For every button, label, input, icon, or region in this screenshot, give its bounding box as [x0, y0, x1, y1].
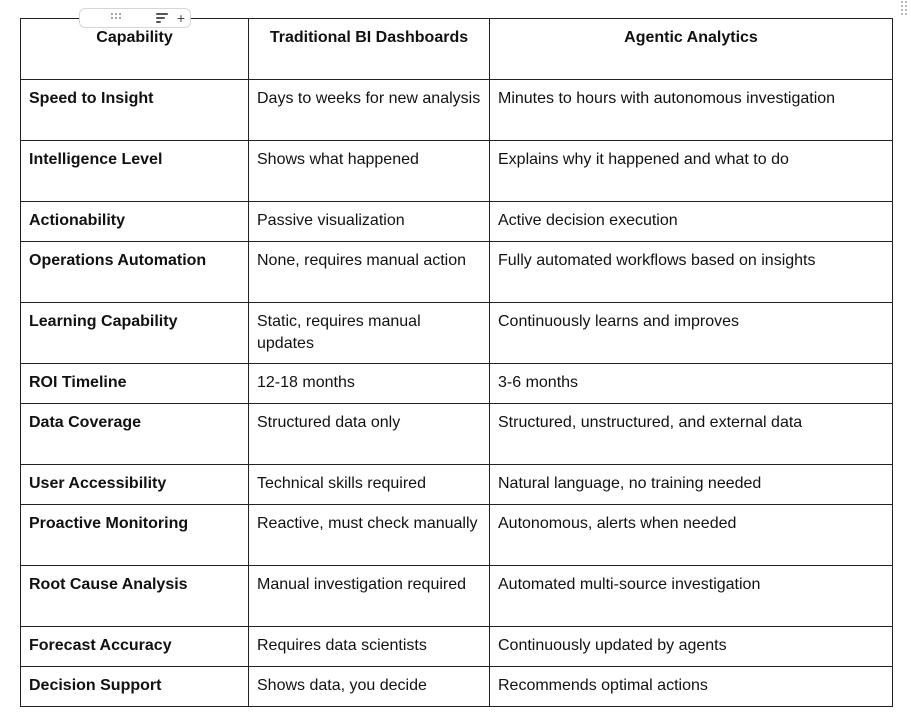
- agentic-cell[interactable]: Minutes to hours with autonomous investigation: [490, 80, 893, 141]
- traditional-cell[interactable]: Manual investigation required: [249, 566, 490, 627]
- traditional-cell[interactable]: Reactive, must check manually: [249, 505, 490, 566]
- table-row: [21, 364, 893, 404]
- table-row: [21, 202, 893, 242]
- table-row: [21, 404, 893, 465]
- table-row: [21, 242, 893, 303]
- traditional-cell[interactable]: 12-18 months: [249, 364, 490, 404]
- table-row: [21, 505, 893, 566]
- agentic-cell[interactable]: Continuously updated by agents: [490, 627, 893, 667]
- table-toolbar: [79, 8, 191, 28]
- table-row: [21, 80, 893, 141]
- comparison-table-container: [20, 18, 892, 707]
- table-row: [21, 465, 893, 505]
- capability-cell[interactable]: Root Cause Analysis: [21, 566, 249, 627]
- comparison-table: [20, 18, 893, 707]
- capability-cell[interactable]: Actionability: [21, 202, 249, 242]
- capability-cell[interactable]: Data Coverage: [21, 404, 249, 465]
- traditional-cell[interactable]: None, requires manual action: [249, 242, 490, 303]
- capability-cell[interactable]: Speed to Insight: [21, 80, 249, 141]
- traditional-cell[interactable]: Days to weeks for new analysis: [249, 80, 490, 141]
- capability-cell[interactable]: Operations Automation: [21, 242, 249, 303]
- agentic-cell[interactable]: Continuously learns and improves: [490, 303, 893, 364]
- agentic-cell[interactable]: Recommends optimal actions: [490, 667, 893, 707]
- agentic-cell[interactable]: Active decision execution: [490, 202, 893, 242]
- column-header-traditional-bi[interactable]: Traditional BI Dashboards: [249, 19, 490, 80]
- traditional-cell[interactable]: Structured data only: [249, 404, 490, 465]
- traditional-cell[interactable]: Shows what happened: [249, 141, 490, 202]
- capability-cell[interactable]: User Accessibility: [21, 465, 249, 505]
- sort-icon[interactable]: [156, 13, 168, 23]
- capability-cell[interactable]: Proactive Monitoring: [21, 505, 249, 566]
- capability-cell[interactable]: Decision Support: [21, 667, 249, 707]
- agentic-cell[interactable]: 3-6 months: [490, 364, 893, 404]
- traditional-cell[interactable]: Technical skills required: [249, 465, 490, 505]
- agentic-cell[interactable]: Natural language, no training needed: [490, 465, 893, 505]
- table-row: [21, 566, 893, 627]
- traditional-cell[interactable]: Passive visualization: [249, 202, 490, 242]
- capability-cell[interactable]: Intelligence Level: [21, 141, 249, 202]
- agentic-cell[interactable]: Explains why it happened and what to do: [490, 141, 893, 202]
- table-row: [21, 667, 893, 707]
- table-row: [21, 303, 893, 364]
- agentic-cell[interactable]: Fully automated workflows based on insights: [490, 242, 893, 303]
- traditional-cell[interactable]: Static, requires manual updates: [249, 303, 490, 364]
- agentic-cell[interactable]: Structured, unstructured, and external data: [490, 404, 893, 465]
- table-row: [21, 141, 893, 202]
- right-edge-drag-handle-icon[interactable]: [900, 0, 908, 16]
- capability-cell[interactable]: ROI Timeline: [21, 364, 249, 404]
- traditional-cell[interactable]: Requires data scientists: [249, 627, 490, 667]
- agentic-cell[interactable]: Autonomous, alerts when needed: [490, 505, 893, 566]
- agentic-cell[interactable]: Automated multi-source investigation: [490, 566, 893, 627]
- traditional-cell[interactable]: Shows data, you decide: [249, 667, 490, 707]
- drag-grip-icon[interactable]: [111, 13, 123, 23]
- table-row: [21, 627, 893, 667]
- column-header-agentic-analytics[interactable]: Agentic Analytics: [490, 19, 893, 80]
- add-icon[interactable]: +: [176, 10, 186, 26]
- column-header-capability[interactable]: Capability: [21, 19, 249, 80]
- capability-cell[interactable]: Forecast Accuracy: [21, 627, 249, 667]
- capability-cell[interactable]: Learning Capability: [21, 303, 249, 364]
